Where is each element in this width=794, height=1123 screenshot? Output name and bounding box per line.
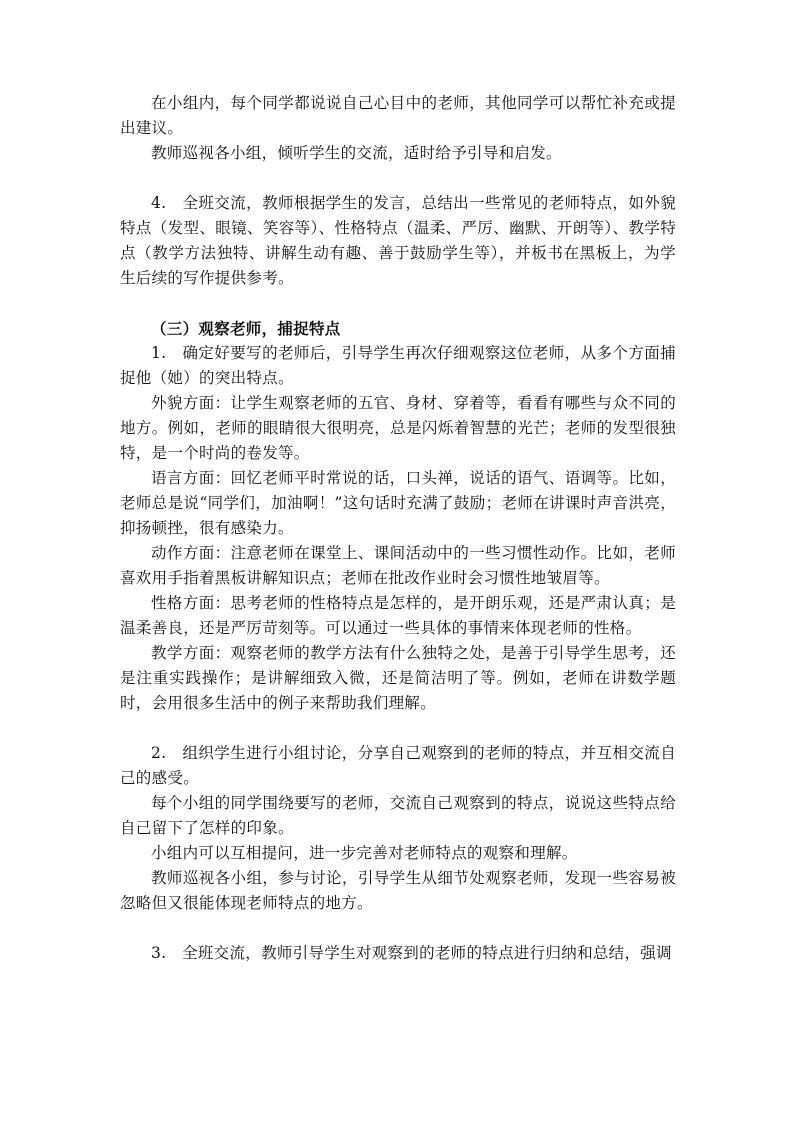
paragraph: 动作方面：注意老师在课堂上、课间活动中的一些习惯性动作。比如，老师喜欢用手指着黑板讲解知识点；老师在批改作业时会习惯性地皱眉等。 xyxy=(120,544,676,587)
paragraph: 3. 全班交流，教师引导学生对观察到的老师的特点进行归纳和总结，强调 xyxy=(151,944,672,962)
paragraph: 语言方面：回忆老师平时常说的话，口头禅，说话的语气、语调等。比如，老师总是说“同学们，加油啊！”这句话时充满了鼓励；老师在讲课时声音洪亮，抑扬顿挫，很有感染力。 xyxy=(120,469,676,537)
section-heading: （三）观察老师，捕捉特点 xyxy=(151,319,341,338)
paragraph-gap xyxy=(120,166,676,191)
document-page xyxy=(120,91,676,966)
paragraph: 性格方面：思考老师的性格特点是怎样的，是开朗乐观，还是严肃认真；是温柔善良，还是严厉苛刻等。可以通过一些具体的事情来体现老师的性格。 xyxy=(120,594,676,637)
paragraph: 4. 全班交流，教师根据学生的发言，总结出一些常见的老师特点，如外貌特点（发型、眼镜、笑容等）、性格特点（温柔、严厉、幽默、开朗等）、教学特点（教学方法独特、讲解生动有趣、善于鼓励学生等），并板书在黑板上，为学生后续的写作提供参考。 xyxy=(120,194,676,287)
paragraph-gap xyxy=(120,291,676,316)
paragraph: 每个小组的同学围绕要写的老师，交流自己观察到的特点，说说这些特点给自己留下了怎样的印象。 xyxy=(120,794,676,837)
paragraph: 小组内可以互相提问，进一步完善对老师特点的观察和理解。 xyxy=(151,844,578,862)
paragraph: 外貌方面：让学生观察老师的五官、身材、穿着等，看看有哪些与众不同的地方。例如，老师的眼睛很大很明亮，总是闪烁着智慧的光芒；老师的发型很独特，是一个时尚的卷发等。 xyxy=(120,394,676,462)
paragraph: 教师巡视各小组，参与讨论，引导学生从细节处观察老师，发现一些容易被忽略但又很能体现老师特点的地方。 xyxy=(120,869,676,912)
paragraph: 1. 确定好要写的老师后，引导学生再次仔细观察这位老师，从多个方面捕捉他（她）的突出特点。 xyxy=(120,344,676,387)
paragraph-gap xyxy=(120,916,676,941)
paragraph: 2. 组织学生进行小组讨论，分享自己观察到的老师的特点，并互相交流自己的感受。 xyxy=(120,744,676,787)
paragraph: 在小组内，每个同学都说说自己心目中的老师，其他同学可以帮忙补充或提出建议。 xyxy=(120,94,676,137)
paragraph: 教师巡视各小组，倾听学生的交流，适时给予引导和启发。 xyxy=(151,144,562,162)
paragraph-gap xyxy=(120,716,676,741)
paragraph: 教学方面：观察老师的教学方法有什么独特之处，是善于引导学生思考，还是注重实践操作；是讲解细致入微，还是简洁明了等。例如，老师在讲数学题时，会用很多生活中的例子来帮助我们理解。 xyxy=(120,644,676,712)
